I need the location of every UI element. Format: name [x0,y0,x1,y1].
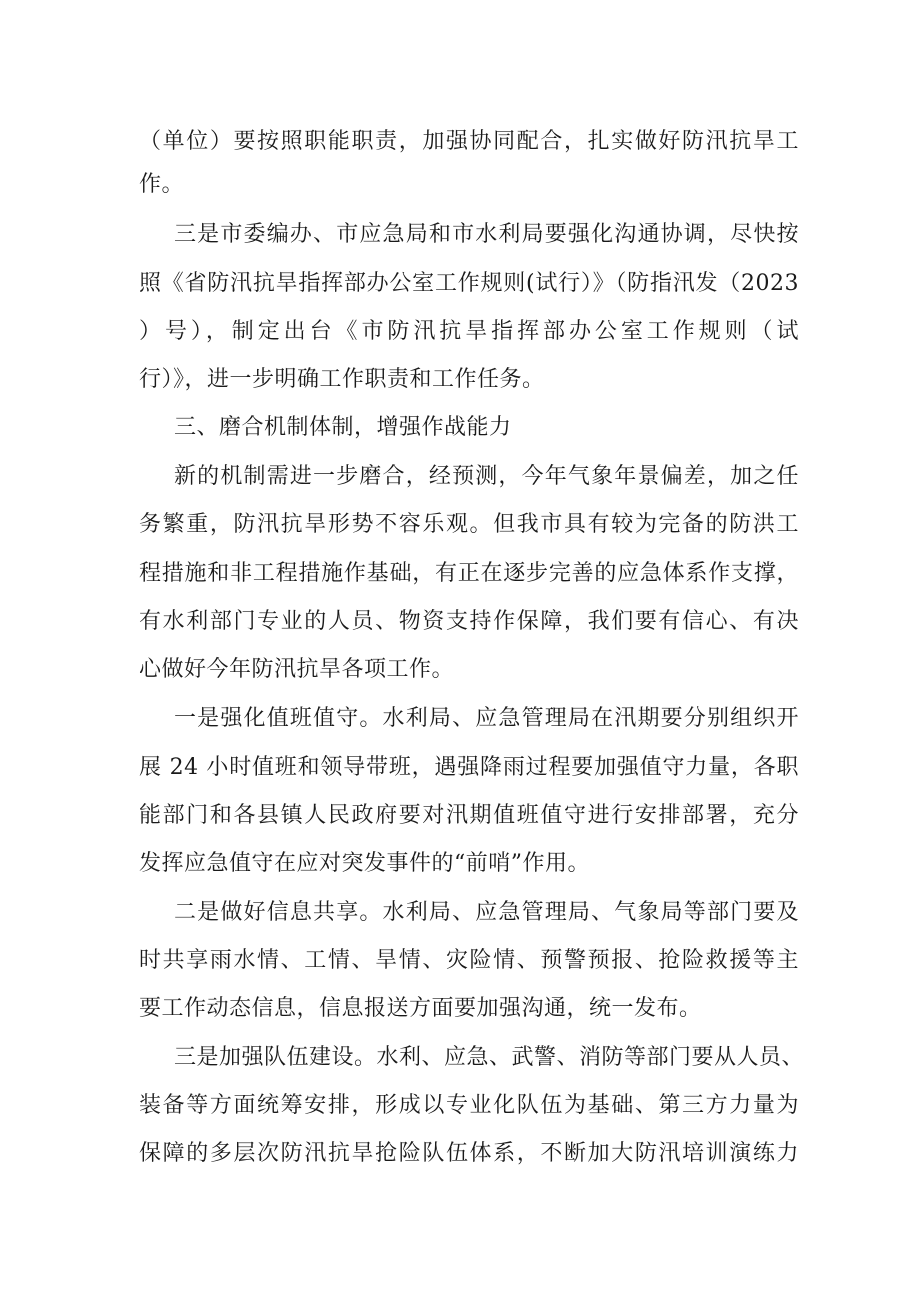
text-line: 有水利部门专业的人员、物资支持作保障，我们要有信心、有决 [139,609,799,634]
text-line: 心做好今年防汛抗旱各项工作。 [139,657,455,682]
text-line: 展 24 小时值班和领导带班，遇强降雨过程要加强值守力量，各职 [139,755,799,780]
text-line: 作。 [139,172,185,197]
text-line: 照《省防汛抗旱指挥部办公室工作规则(试行）》（防指汛发（2023 [139,271,799,296]
text-line: （单位）要按照职能职责，加强协同配合，扎实做好防汛抗旱工 [139,129,799,154]
text-line: 新的机制需进一步磨合，经预测，今年气象年景偏差，加之任 [174,464,799,489]
text-line: ）号），制定出台《市防汛抗旱指挥部办公室工作规则（试 [139,319,799,344]
section-heading: 三、磨合机制体制，增强作战能力 [174,415,512,440]
text-line: 务繁重，防汛抗旱形势不容乐观。但我市具有较为完备的防洪工 [139,512,799,537]
text-line: 装备等方面统筹安排，形成以专业化队伍为基础、第三方力量为 [139,1093,799,1118]
text-line: 发挥应急值守在应对突发事件的“前哨”作用。 [139,851,590,876]
text-line: 保障的多层次防汛抗旱抢险队伍体系，不断加大防汛培训演练力 [139,1141,799,1166]
text-line: 时共享雨水情、工情、旱情、灾险情、预警预报、抢险救援等主 [139,948,799,973]
text-line: 行）》，进一步明确工作职责和工作任务。 [139,367,545,392]
text-line: 一是强化值班值守。水利局、应急管理局在汛期要分别组织开 [174,706,799,731]
text-line: 二是做好信息共享。水利局、应急管理局、气象局等部门要及 [174,900,799,925]
text-line: 要工作动态信息，信息报送方面要加强沟通，统一发布。 [139,996,702,1021]
text-line: 三是市委编办、市应急局和市水利局要强化沟通协调，尽快按 [174,222,799,247]
text-line: 程措施和非工程措施作基础，有正在逐步完善的应急体系作支撑， [139,561,799,586]
text-line: 三是加强队伍建设。水利、应急、武警、消防等部门要从人员、 [174,1045,805,1070]
text-line: 能部门和各县镇人民政府要对汛期值班值守进行安排部署，充分 [139,803,799,828]
